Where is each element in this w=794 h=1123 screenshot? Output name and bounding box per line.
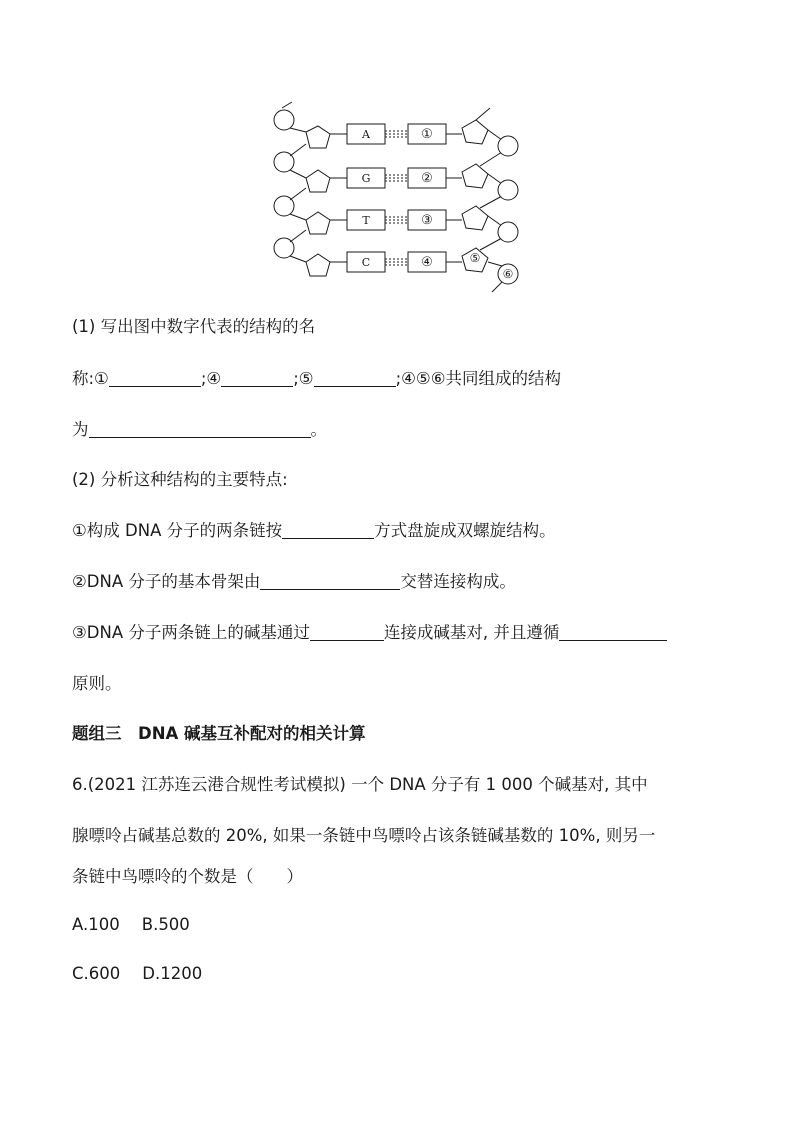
q6-line3 [72, 866, 303, 888]
right-phosphate-2 [498, 180, 518, 200]
number-label-6: ⑥ [502, 267, 514, 281]
right-phosphate-3 [498, 222, 518, 242]
q6-line3-text: 条链中鸟嘌呤的个数是（ ） [72, 867, 303, 886]
number-label-3: ③ [421, 213, 433, 228]
q2-item3-mid: 连接成碱基对, 并且遵循 [383, 623, 560, 642]
base-label-3: T [362, 214, 370, 227]
left-sugar-2 [306, 170, 330, 192]
blank-helix-method[interactable] [282, 520, 374, 539]
q6-line2-text: 腺嘌呤占碱基总数的 20%, 如果一条链中鸟嘌呤占该条链碱基数的 10%, 则另一 [72, 826, 656, 845]
base-label-2: G [361, 172, 371, 185]
q6-options-row2 [72, 963, 202, 985]
base-label-4: C [361, 256, 371, 269]
q2-item2-before: ②DNA 分子的基本骨架由 [72, 572, 261, 591]
right-sugar-1 [462, 120, 488, 144]
q1-answer-line [72, 368, 561, 390]
q1-intro [72, 316, 315, 338]
q1-sep2: ;⑤ [293, 369, 314, 388]
blank-backbone[interactable] [260, 571, 400, 590]
q2-item3-end: 原则。 [72, 674, 122, 693]
blank-structure-4[interactable] [221, 368, 293, 387]
q1-line3-end: 。 [310, 420, 327, 439]
left-strand-end-line [282, 102, 292, 108]
q6-line1-text: 6.(2021 江苏连云港合规性考试模拟) 一个 DNA 分子有 1 000 个碱基对, 其中 [72, 775, 648, 794]
q2-item1 [72, 520, 556, 542]
blank-structure-5[interactable] [314, 368, 396, 387]
q6-line1 [72, 774, 648, 796]
number-label-1: ① [421, 127, 433, 142]
q2-item1-before: ①构成 DNA 分子的两条链按 [72, 521, 283, 540]
q6-options-row1 [72, 914, 190, 936]
left-phosphate-1 [274, 110, 294, 130]
section-title-text: 题组三 DNA 碱基互补配对的相关计算 [72, 724, 366, 743]
left-sugar-3 [306, 212, 330, 234]
q1-sep3: ;④⑤⑥共同组成的结构 [395, 369, 562, 388]
number-label-4: ④ [421, 255, 433, 270]
right-sugar-3 [462, 206, 488, 230]
right-strand-tail-line [492, 282, 502, 292]
dna-structure-diagram [262, 98, 532, 298]
q1-combined-line [72, 419, 327, 441]
number-label-2: ② [421, 171, 433, 186]
number-label-5: ⑤ [469, 251, 481, 265]
q6-line2 [72, 825, 655, 847]
left-sugar-1 [306, 126, 330, 148]
q2-item2 [72, 571, 516, 593]
q2-item3-end-line [72, 673, 122, 695]
right-phosphate-1 [498, 136, 518, 156]
q2-item3-before: ③DNA 分子两条链上的碱基通过 [72, 623, 310, 642]
option-b[interactable]: B.500 [141, 915, 190, 934]
q1-line2-prefix: 称:① [72, 369, 109, 388]
blank-structure-456[interactable] [89, 419, 311, 438]
q1-sep1: ;④ [200, 369, 222, 388]
q1-intro-text: (1) 写出图中数字代表的结构的名 [72, 317, 316, 336]
option-d[interactable]: D.1200 [142, 964, 203, 983]
right-sugar-2 [462, 164, 488, 188]
q2-item3 [72, 622, 667, 644]
q2-item2-after: 交替连接构成。 [400, 572, 516, 591]
q2-intro [72, 469, 288, 491]
option-c[interactable]: C.600 [72, 964, 121, 983]
blank-principle[interactable] [559, 622, 667, 641]
base-label-1: A [362, 128, 370, 141]
left-sugar-4 [306, 254, 330, 276]
q1-line3-prefix: 为 [72, 420, 89, 439]
section-title [72, 723, 366, 745]
right-strand-end-line [476, 108, 490, 120]
blank-bond-type[interactable] [310, 622, 384, 641]
option-a[interactable]: A.100 [72, 915, 120, 934]
blank-structure-1[interactable] [109, 368, 201, 387]
q2-item1-after: 方式盘旋成双螺旋结构。 [374, 521, 556, 540]
q2-intro-text: (2) 分析这种结构的主要特点: [72, 470, 288, 489]
